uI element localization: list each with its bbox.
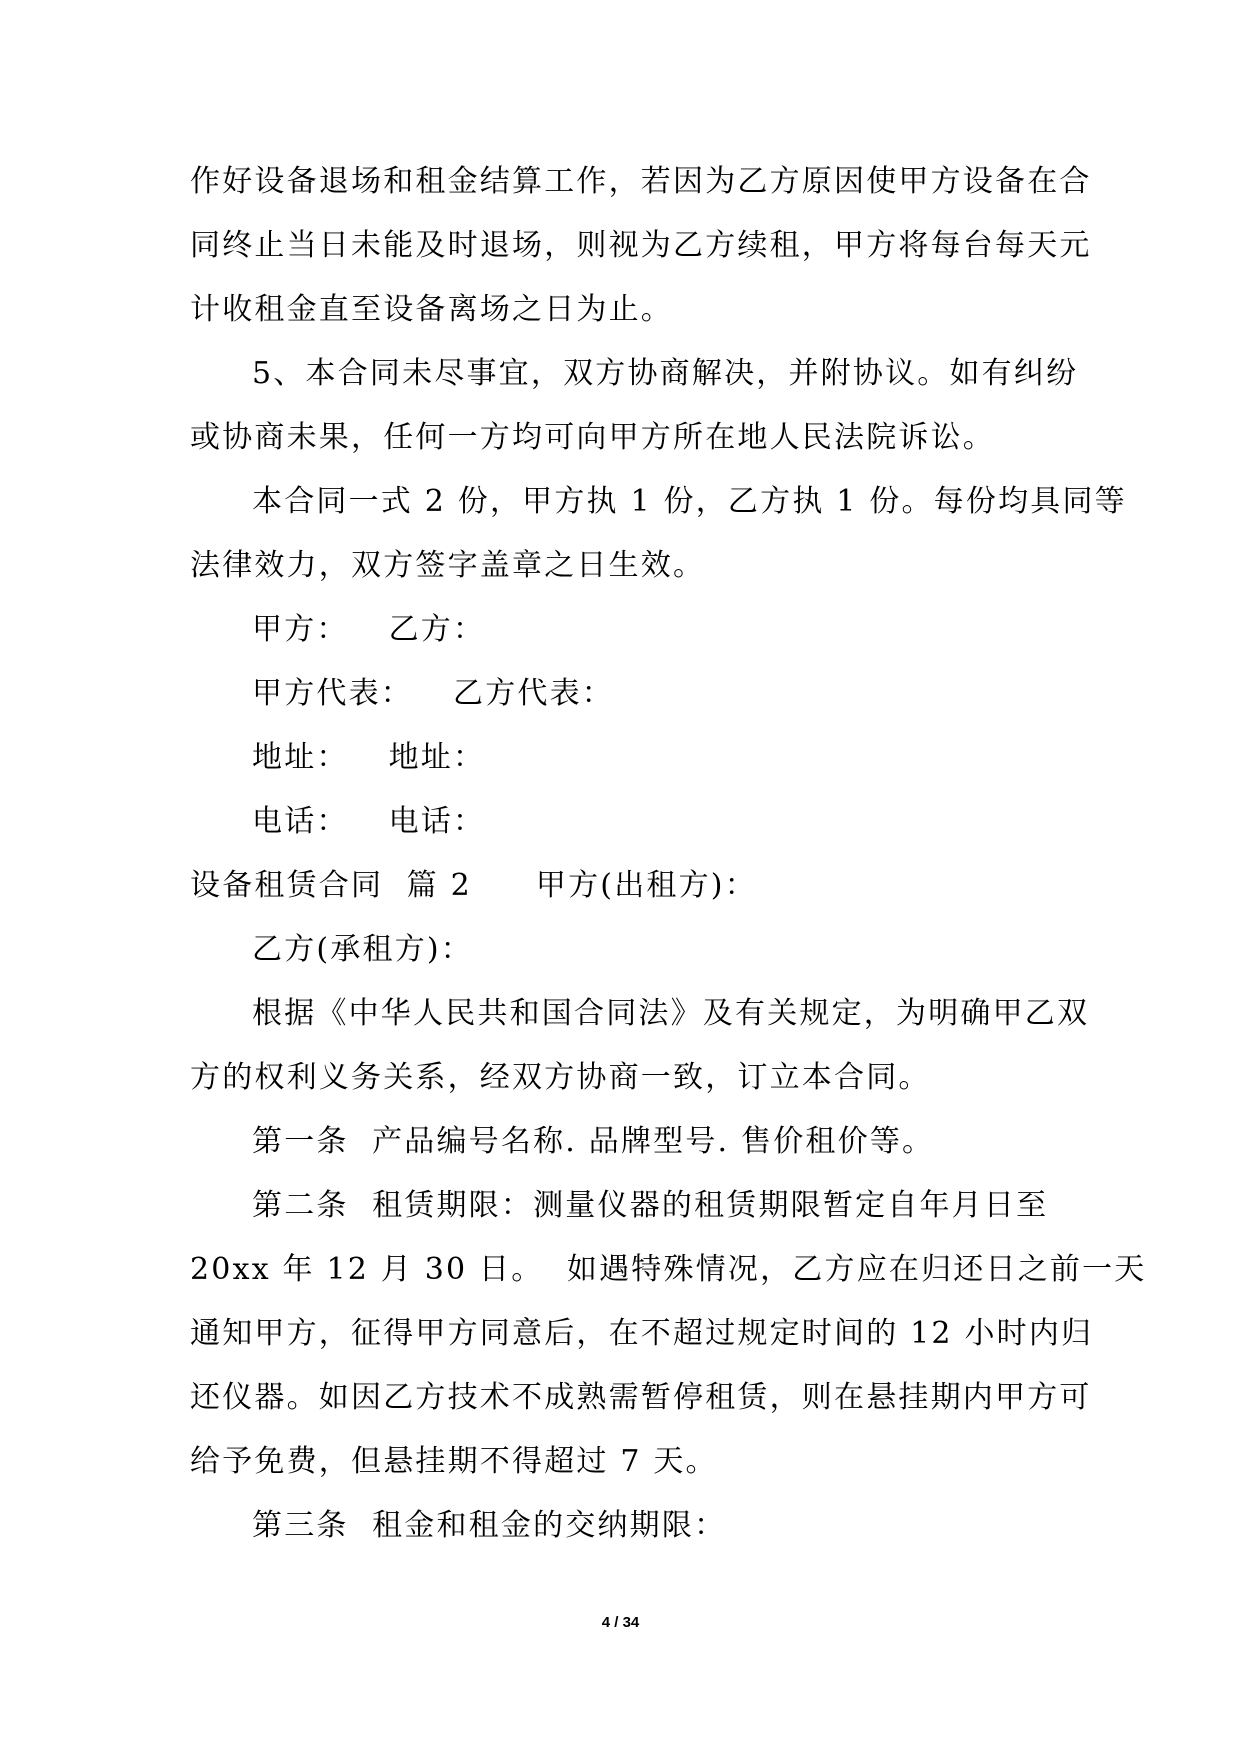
signature-line-phone	[190, 790, 1060, 854]
text-line: 同终止当日未能及时退场，则视为乙方续租，甲方将每台每天元	[190, 228, 1092, 263]
phone-a-label: 电话：	[252, 804, 349, 839]
text-line: 法律效力，双方签字盖章之日生效。	[190, 548, 706, 583]
article-2-line: 第二条 租赁期限：测量仪器的租赁期限暂定自年月日至	[252, 1188, 1049, 1223]
text-line: 本合同一式 2 份，甲方执 1 份，乙方执 1 份。每份均具同等	[252, 484, 1127, 519]
article-2-line: 给予免费，但悬挂期不得超过 7 天。	[190, 1444, 718, 1479]
party-a-label: 甲方：	[252, 612, 349, 647]
text-line: 作好设备退场和租金结算工作，若因为乙方原因使甲方设备在合	[190, 164, 1092, 199]
article-2-line: 还仪器。如因乙方技术不成熟需暂停租赁，则在悬挂期内甲方可	[190, 1380, 1092, 1415]
lessor-label: 甲方(出租方)：	[535, 868, 757, 903]
article-2-line: 20xx 年 12 月 30 日。 如遇特殊情况，乙方应在归还日之前一天	[190, 1252, 1147, 1287]
section-title: 设备租赁合同 篇 2	[190, 868, 472, 903]
phone-b-label: 电话：	[388, 804, 486, 839]
lessee-label: 乙方(承租方)：	[252, 932, 474, 967]
document-body	[190, 150, 1147, 1558]
article-1: 第一条 产品编号名称. 品牌型号. 售价租价等。	[252, 1124, 935, 1159]
text-line: 根据《中华人民共和国合同法》及有关规定，为明确甲乙双	[252, 996, 1090, 1031]
address-b-label: 地址：	[388, 740, 486, 775]
section-heading	[190, 854, 1060, 918]
article-3: 第三条 租金和租金的交纳期限：	[252, 1508, 727, 1543]
text-line: 计收租金直至设备离场之日为止。	[190, 292, 673, 327]
address-a-label: 地址：	[252, 740, 349, 775]
signature-line-parties	[190, 598, 1060, 662]
signature-line-representatives	[190, 662, 1060, 726]
signature-line-address	[190, 726, 1060, 790]
party-b-label: 乙方：	[388, 612, 486, 647]
party-a-rep-label: 甲方代表：	[252, 676, 413, 711]
article-2-line: 通知甲方，征得甲方同意后，在不超过规定时间的 12 小时内归	[190, 1316, 1094, 1351]
party-b-rep-label: 乙方代表：	[453, 676, 614, 711]
text-line: 或协商未果，任何一方均可向甲方所在地人民法院诉讼。	[190, 420, 995, 455]
text-line: 5、本合同未尽事宜，双方协商解决，并附协议。如有纠纷	[252, 356, 1079, 391]
page-number: 4 / 34	[601, 1614, 640, 1631]
text-line: 方的权利义务关系，经双方协商一致，订立本合同。	[190, 1060, 931, 1095]
